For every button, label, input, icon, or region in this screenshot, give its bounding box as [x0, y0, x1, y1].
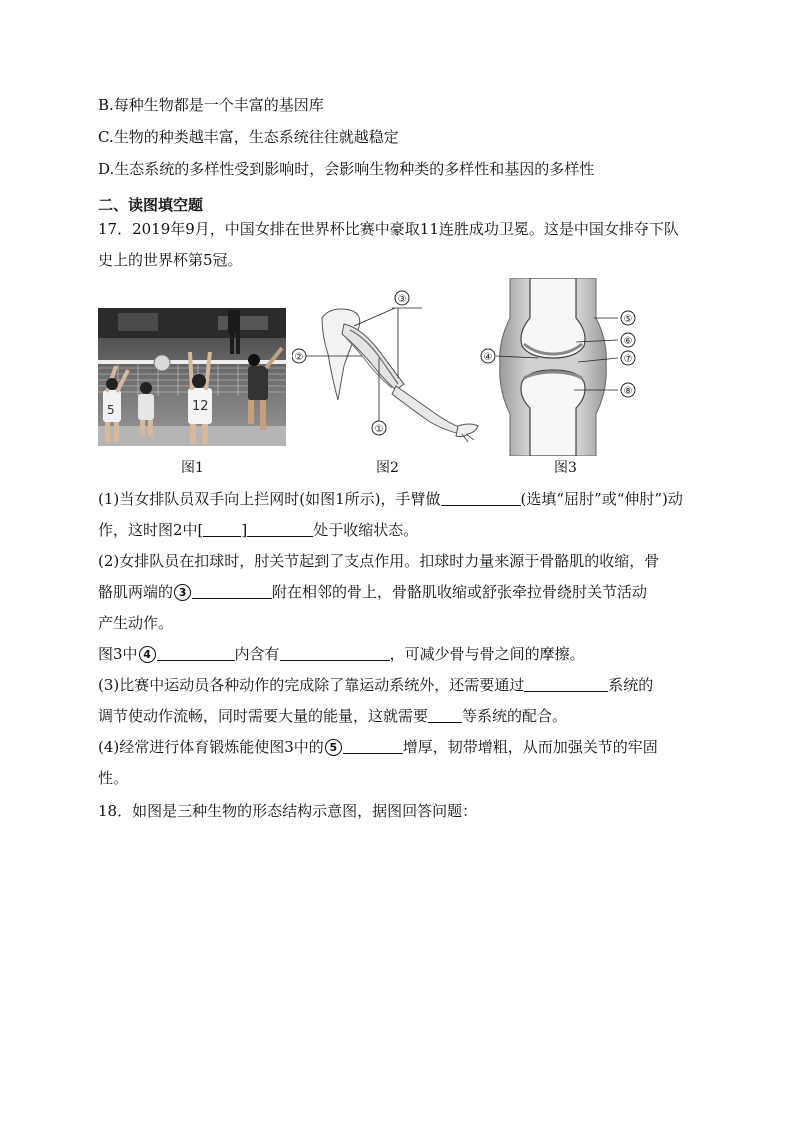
figure-1-volleyball-photo	[98, 308, 286, 446]
section-heading: 二、读图填空题	[98, 196, 204, 214]
q17-part1-line2	[98, 520, 418, 540]
fig2-label-3: ③	[397, 294, 407, 305]
q18-intro: 18．如图是三种生物的形态结构示意图，据图回答问题：	[98, 802, 478, 820]
q17-part3-line1	[98, 675, 653, 695]
q17-part2-text-b: 附在相邻的骨上，骨骼肌收缩或舒张牵拉骨绕肘关节活动	[272, 583, 648, 601]
option-d: D.生态系统的多样性受到影响时，会影响生物种类的多样性和基因的多样性	[98, 160, 595, 178]
q17-intro-line2: 史上的世界杯第5冠。	[98, 251, 243, 269]
q17-part3-text-c: 调节使动作流畅，同时需要大量的能量，这就需要	[98, 707, 429, 725]
q17-part2-line4	[98, 644, 585, 664]
answer-blank-tendon[interactable]	[192, 582, 272, 599]
q17-part2-line1: (2)女排队员在扣球时，肘关节起到了支点作用。扣球时力量来源于骨骼肌的收缩，骨	[98, 552, 660, 570]
q17-part3-text-a: (3)比赛中运动员各种动作的完成除了靠运动系统外，还需要通过	[98, 676, 525, 694]
circled-number-4: 4	[139, 646, 156, 663]
fig3-label-4: ④	[483, 352, 493, 363]
q17-part4-line1	[98, 737, 658, 757]
q17-part1-line1	[98, 489, 683, 509]
fig3-label-5: ⑤	[623, 314, 633, 325]
q17-intro-line1: 17．2019年9月，中国女排在世界杯比赛中豪取11连胜成功卫冕。这是中国女排夺下队	[98, 220, 679, 238]
answer-blank-arm-movement[interactable]	[441, 489, 521, 506]
figure-3-caption: 图3	[554, 460, 577, 476]
fig2-label-1: ①	[374, 424, 384, 435]
fig2-label-2: ②	[294, 352, 304, 363]
q17-part2-text-d: 内含有	[234, 645, 280, 663]
answer-blank-joint-cavity[interactable]	[157, 644, 235, 661]
figure-1-caption: 图1	[181, 460, 204, 476]
q17-part1-text-b: (选填“屈肘”或“伸肘”)动	[520, 490, 683, 508]
q17-part1-text-a: (1)当女排队员双手向上拦网时(如图1所示)，手臂做	[98, 490, 441, 508]
option-b: B.每种生物都是一个丰富的基因库	[98, 96, 324, 114]
jersey-number-right: 12	[192, 399, 209, 414]
answer-blank-muscle-number[interactable]	[203, 520, 241, 537]
q17-part3-text-b: 系统的	[608, 676, 654, 694]
figure-2-arm-muscles	[292, 288, 492, 448]
answer-blank-joint-capsule[interactable]	[343, 737, 403, 754]
circled-number-5: 5	[325, 739, 342, 756]
q17-part4-text-a: (4)经常进行体育锻炼能使图3中的	[98, 738, 324, 756]
q17-part4-text-b: 增厚，韧带增粗，从而加强关节的牢固	[402, 738, 658, 756]
q17-part2-line2	[98, 582, 647, 602]
q17-part2-text-a: 骼肌两端的	[98, 583, 174, 601]
figure-2-caption: 图2	[376, 460, 399, 476]
answer-blank-other-systems[interactable]	[428, 706, 462, 723]
circled-number-3: 3	[174, 584, 191, 601]
q17-part3-text-d: 等系统的配合。	[462, 707, 568, 725]
answer-blank-muscle-name[interactable]	[247, 520, 313, 537]
q17-part1-text-c: 作，这时图2中[	[98, 521, 204, 539]
answer-blank-synovial-fluid[interactable]	[280, 644, 390, 661]
fig3-label-7: ⑦	[623, 354, 633, 365]
q17-part4-line2: 性。	[98, 769, 129, 787]
figure-3-joint-structure	[478, 278, 648, 456]
jersey-number-left: 5	[107, 403, 115, 417]
q17-part1-text-d: ]	[241, 521, 248, 539]
answer-blank-nervous-system[interactable]	[524, 675, 608, 692]
q17-part2-text-c: 图3中	[98, 645, 138, 663]
fig3-label-8: ⑧	[623, 386, 633, 397]
fig3-label-6: ⑥	[623, 336, 633, 347]
q17-part2-text-e: ，可减少骨与骨之间的摩擦。	[389, 645, 585, 663]
option-c: C.生物的种类越丰富，生态系统往往就越稳定	[98, 128, 399, 146]
q17-part2-line3: 产生动作。	[98, 614, 174, 632]
q17-part1-text-e: 处于收缩状态。	[313, 521, 419, 539]
q17-part3-line2	[98, 706, 567, 726]
